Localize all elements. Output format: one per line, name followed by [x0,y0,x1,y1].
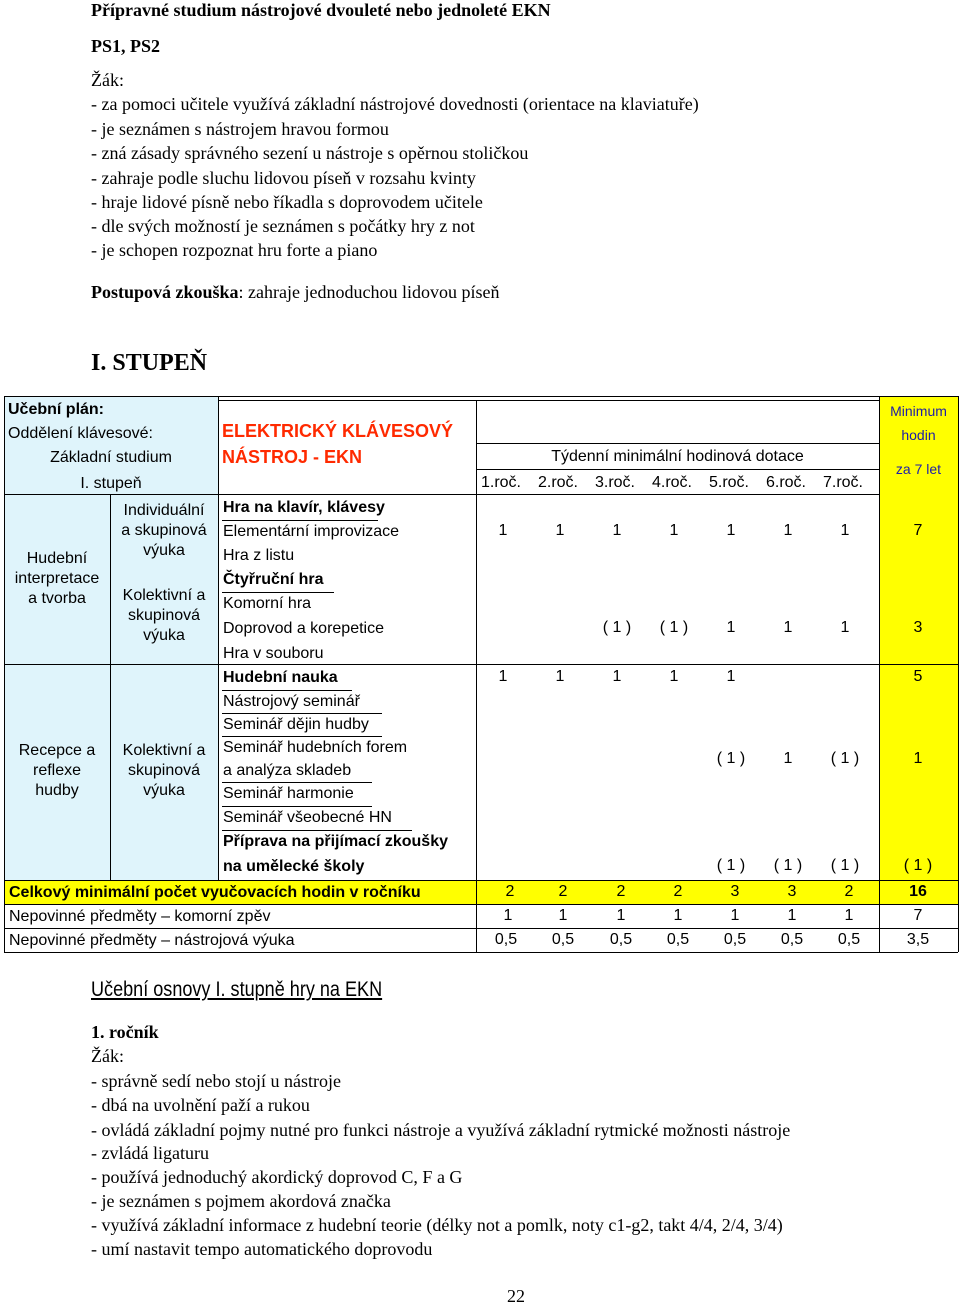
year-header: 6.roč. [765,474,806,491]
hours-value: 1 [726,619,736,636]
hours-value: ( 1 ) [773,857,803,874]
hours-value: 1 [669,668,679,685]
subject-label: Elementární improvizace [223,523,400,540]
bullet-item: - používá jednoduchý akordický doprovod C, F a G [91,1167,463,1187]
form-label: Individuální [123,502,205,519]
subject-label: Hra na klavír, klávesy [223,499,385,516]
bullet-item: - je seznámen s nástrojem hravou formou [91,119,389,139]
bullet-item: - využívá základní informace z hudební teorie (délky not a pomlk, noty c1-g2, takt 4/4, 2/4, 3/4) [91,1215,783,1235]
optional-value: 0,5 [494,931,518,948]
bullet-item: - zahraje podle sluchu lidovou píseň v rozsahu kvinty [91,168,476,188]
hours-value: ( 1 ) [659,619,689,636]
subject-label: Doprovod a korepetice [223,620,384,637]
hours-value: 1 [669,522,679,539]
hours-value: 1 [840,619,850,636]
subject-label: Hra z listu [223,547,295,564]
hours-value: 1 [726,522,736,539]
subject-label: Seminář hudebních forem [223,739,408,756]
minimum-value: 1 [913,750,923,767]
section-title: Přípravné studium nástrojové dvouleté nebo jednoleté EKN [91,0,551,20]
form-label: Kolektivní a [122,587,206,604]
subject-label: a analýza skladeb [223,762,352,779]
total-label: Celkový minimální počet vyučovacích hodin v ročníku [9,884,421,901]
hours-value: ( 1 ) [830,750,860,767]
subject-label: Seminář harmonie [223,785,354,802]
form-label: a skupinová [121,522,207,539]
optional-value: 0,5 [837,931,861,948]
bullet-item: - správně sedí nebo stojí u nástroje [91,1071,341,1091]
optional-value: 0,5 [723,931,747,948]
group-label: Recepce a [18,742,96,759]
bullet-item: - zná zásady správného sezení u nástroje s opěrnou stoličkou [91,143,529,163]
exam-label: Postupová zkouška [91,282,239,302]
bullet-item: - za pomoci učitele využívá základní nástrojové dovednosti (orientace na klaviatuře) [91,94,699,114]
optional-value: 0,5 [551,931,575,948]
total-value: 3 [730,883,740,900]
subject-label: Komorní hra [223,595,312,612]
optional-value: 0,5 [780,931,804,948]
optional-minimum-value: 3,5 [906,931,930,948]
hours-value: 1 [498,668,508,685]
optional-value: 1 [673,907,683,924]
minimum-label-years: za 7 let [895,461,942,477]
hours-value: 1 [783,522,793,539]
subject-label: Nástrojový seminář [223,693,360,710]
stage-label: I. stupeň [80,475,142,492]
year-header: 2.roč. [537,474,578,491]
optional-value: 1 [730,907,740,924]
bullet-item: - ovládá základní pojmy nutné pro funkci nástroje a využívá základní rytmické možnosti nástroje [91,1120,791,1140]
total-value: 2 [616,883,626,900]
exam-line [91,282,499,303]
minimum-label-hours: hodin [901,427,936,443]
hours-value: 1 [498,522,508,539]
minimum-label: Minimum [890,403,947,419]
group-label: interpretace [14,570,100,587]
form-label: skupinová [127,607,201,624]
weekly-dotation-label: Týdenní minimální hodinová dotace [551,448,804,465]
subject-label: Seminář dějin hudby [223,716,369,733]
department-label: Oddělení klávesové: [8,425,153,442]
optional-value: 0,5 [666,931,690,948]
minimum-value: ( 1 ) [903,857,933,874]
form-label: výuka [143,627,185,644]
stage-heading: I. STUPEŇ [91,350,208,376]
instrument-name-line1: ELEKTRICKÝ KLÁVESOVÝ [222,421,454,441]
instrument-name-line2: NÁSTROJ - EKN [222,447,363,467]
year-header: 4.roč. [651,474,692,491]
year-header: 7.roč. [822,474,863,491]
hours-value: 1 [726,668,736,685]
bullet-item: - je schopen rozpoznat hru forte a piano [91,240,378,260]
hours-value: ( 1 ) [830,857,860,874]
optional-value: 1 [616,907,626,924]
form-label: skupinová [127,762,201,779]
minimum-value: 3 [913,619,923,636]
optional-value: 1 [787,907,797,924]
plan-title: Učební plán: [8,401,105,418]
group-label: a tvorba [28,590,86,607]
curriculum-heading: Učební osnovy I. stupně hry na EKN [91,978,383,1001]
bullet-item: - je seznámen s pojmem akordová značka [91,1191,391,1211]
year-header: 5.roč. [708,474,749,491]
form-label: výuka [143,782,185,799]
hours-value: 1 [783,619,793,636]
subject-label: Čtyřruční hra [223,571,324,588]
optional-value: 1 [558,907,568,924]
optional-value: 1 [503,907,513,924]
page-number: 22 [507,1286,525,1306]
form-label: výuka [143,542,185,559]
student-label: Žák: [91,70,124,90]
group-label: hudby [35,782,79,799]
form-label: Kolektivní a [122,742,206,759]
optional-value: 1 [844,907,854,924]
bullet-item: - hraje lidové písně nebo říkadla s doprovodem učitele [91,192,483,212]
minimum-value: 5 [913,668,923,685]
hours-value: 1 [612,668,622,685]
minimum-value: 7 [913,522,923,539]
optional-value: 0,5 [609,931,633,948]
total-value: 2 [505,883,515,900]
bullet-item: - dbá na uvolnění paží a rukou [91,1095,310,1115]
subject-label: Hra v souboru [223,645,324,662]
hours-value: 1 [612,522,622,539]
study-label: Základní studium [50,449,172,466]
year-title: 1. ročník [91,1022,159,1042]
subject-label: Seminář všeobecné HN [223,809,392,826]
year-header: 3.roč. [594,474,635,491]
total-minimum-value: 16 [909,883,927,900]
optional-row-label: Nepovinné předměty – komorní zpěv [9,908,271,925]
subject-label: Příprava na přijímací zkoušky [223,833,448,850]
subject-label: Hudební nauka [223,669,338,686]
hours-value: 1 [555,522,565,539]
hours-value: ( 1 ) [716,857,746,874]
bullet-item: - dle svých možností je seznámen s počátky hry z not [91,216,475,236]
hours-value: ( 1 ) [602,619,632,636]
optional-minimum-value: 7 [913,907,923,924]
group-label: reflexe [32,762,82,779]
optional-row-label: Nepovinné předměty – nástrojová výuka [9,932,295,949]
total-value: 3 [787,883,797,900]
section-subtitle: PS1, PS2 [91,36,161,56]
total-value: 2 [558,883,568,900]
subject-label: na umělecké školy [223,858,365,875]
hours-value: ( 1 ) [716,750,746,767]
hours-value: 1 [555,668,565,685]
hours-value: 1 [783,750,793,767]
bullet-item: - zvládá ligaturu [91,1143,209,1163]
total-value: 2 [673,883,683,900]
exam-text: : zahraje jednoduchou lidovou píseň [238,282,500,302]
total-value: 2 [844,883,854,900]
group-label: Hudební [26,550,88,567]
hours-value: 1 [840,522,850,539]
bullet-item: - umí nastavit tempo automatického doprovodu [91,1239,433,1259]
student-label: Žák: [91,1046,124,1066]
year-header: 1.roč. [480,474,521,491]
